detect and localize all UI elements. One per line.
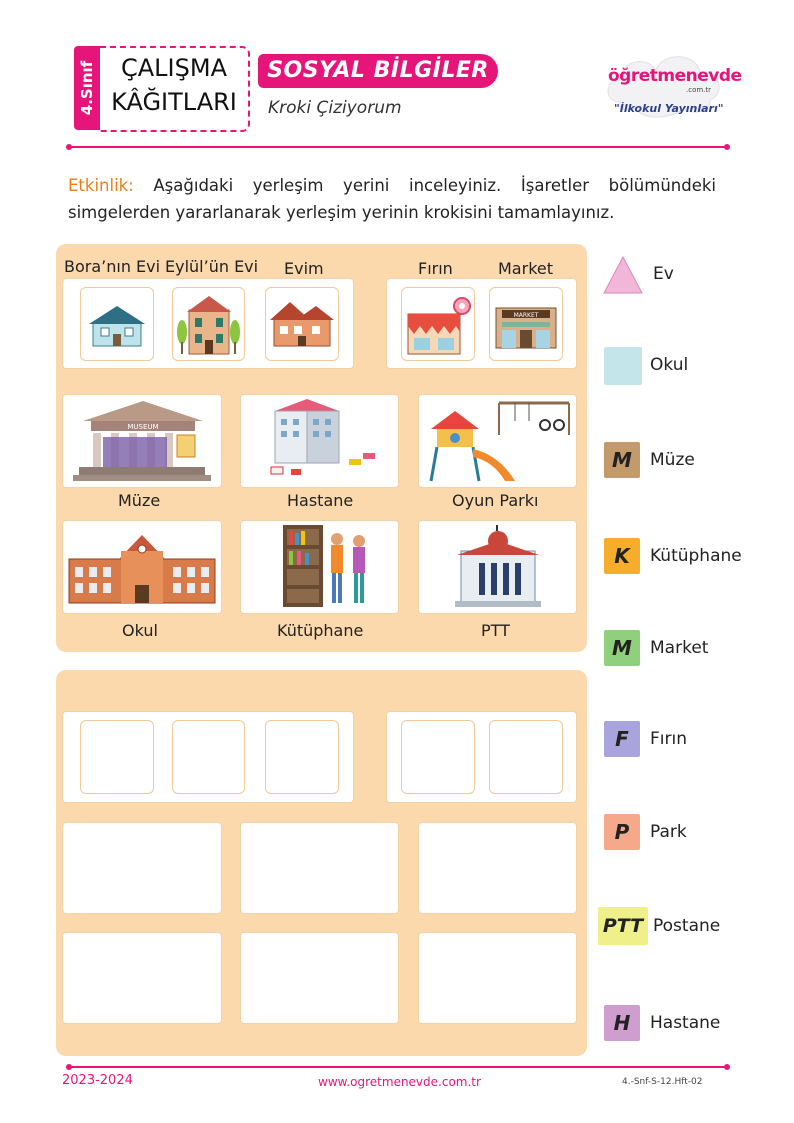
sketch-slot-playground[interactable]	[418, 822, 577, 914]
legend-label-museum: Müze	[650, 450, 695, 470]
bakery-icon	[402, 288, 474, 360]
house-icon	[173, 288, 244, 360]
library-card	[240, 520, 399, 614]
hospital-card	[240, 394, 399, 488]
svg-text:MARKET: MARKET	[513, 312, 539, 319]
sketch-slot-eyluls-house[interactable]	[172, 720, 245, 794]
legend-symbol-post-office: PTT	[598, 907, 648, 945]
sketch-slot-bakery[interactable]	[401, 720, 475, 794]
legend-label-house: Ev	[653, 264, 674, 284]
label-school: Okul	[122, 621, 158, 640]
title-line-2: KÂĞITLARI	[111, 88, 237, 116]
library-icon	[241, 521, 398, 613]
school-card	[62, 520, 222, 614]
header-divider	[70, 146, 728, 148]
topic-title: Kroki Çiziyorum	[268, 98, 402, 118]
grade-tab	[74, 46, 100, 130]
label-museum: Müze	[118, 491, 161, 510]
label-hospital: Hastane	[287, 491, 354, 510]
house-icon	[266, 288, 338, 360]
divider-dot	[66, 1064, 72, 1070]
boras-house-picture	[80, 287, 154, 361]
museum-card	[62, 394, 222, 488]
sketch-slot-library[interactable]	[240, 932, 399, 1024]
sketch-slot-hospital[interactable]	[240, 822, 399, 914]
sketch-slot-post-office[interactable]	[418, 932, 577, 1024]
footer-url[interactable]: www.ogretmenevde.com.tr	[318, 1075, 481, 1089]
legend-label-post-office: Postane	[653, 916, 721, 936]
divider-dot	[724, 144, 730, 150]
subject-pill: SOSYAL BİLGİLER	[258, 54, 498, 88]
activity-label: Etkinlik:	[68, 176, 134, 195]
my-house-picture	[265, 287, 339, 361]
label-my-house: Evim	[284, 259, 324, 278]
post-office-card	[418, 520, 577, 614]
legend-symbol-library: K	[604, 538, 640, 574]
divider-dot	[724, 1064, 730, 1070]
legend-symbol-market: M	[604, 630, 640, 666]
bakery-picture	[401, 287, 475, 361]
title-line-1: ÇALIŞMA	[121, 54, 227, 82]
market-icon	[490, 288, 562, 360]
footer-year: 2023-2024	[62, 1073, 133, 1088]
museum-icon	[63, 395, 221, 487]
label-bakery: Fırın	[418, 259, 453, 278]
logo-tagline: "İlkokul Yayınları"	[614, 102, 724, 115]
market-picture	[489, 287, 563, 361]
sketch-slot-market[interactable]	[489, 720, 563, 794]
eyluls-house-picture	[172, 287, 245, 361]
divider-dot	[66, 144, 72, 150]
legend-symbol-museum: M	[604, 442, 640, 478]
sketch-slot-boras-house[interactable]	[80, 720, 154, 794]
sketch-slot-school[interactable]	[62, 932, 222, 1024]
legend-label-market: Market	[650, 638, 709, 658]
post-office-icon	[419, 521, 576, 613]
legend-symbol-school	[604, 347, 642, 385]
house-icon	[81, 288, 153, 360]
legend-label-school: Okul	[650, 355, 689, 375]
legend-symbol-hospital: H	[604, 1005, 640, 1041]
legend-label-hospital: Hastane	[650, 1013, 721, 1033]
school-icon	[63, 521, 221, 613]
logo-domain: .com.tr	[686, 86, 712, 94]
footer-code: 4.-Snf-S-12.Hft-02	[622, 1077, 703, 1087]
logo-text: öğretmenevde	[608, 66, 742, 86]
grade-label: 4.Sınıf	[78, 60, 96, 116]
label-boras-house: Bora’nın Evi	[64, 257, 161, 276]
legend-symbol-house	[602, 255, 644, 299]
playground-card	[418, 394, 577, 488]
footer-divider	[70, 1066, 728, 1068]
publisher-logo	[600, 42, 742, 130]
legend-label-bakery: Fırın	[650, 729, 687, 749]
legend-symbol-bakery: F	[604, 721, 640, 757]
label-playground: Oyun Parkı	[452, 491, 539, 510]
sketch-slot-my-house[interactable]	[265, 720, 339, 794]
triangle-icon	[602, 255, 644, 295]
label-eyluls-house: Eylül’ün Evi	[165, 257, 259, 276]
legend-symbol-park: P	[604, 814, 640, 850]
legend-label-park: Park	[650, 822, 687, 842]
label-ptt: PTT	[481, 621, 510, 640]
label-market: Market	[498, 259, 553, 278]
hospital-icon	[241, 395, 398, 487]
label-library: Kütüphane	[277, 621, 364, 640]
legend-label-library: Kütüphane	[650, 546, 742, 566]
sketch-slot-museum[interactable]	[62, 822, 222, 914]
playground-icon	[419, 395, 576, 487]
activity-text: Aşağıdaki yerleşim yerini inceleyiniz. İşaretler bölümündeki simgelerden yararlanarak yerleşim yerinin krokisini tamamlayınız.	[68, 176, 716, 222]
activity-instructions	[68, 172, 716, 226]
worksheet-title-box	[100, 46, 250, 132]
svg-text:MUSEUM: MUSEUM	[127, 423, 159, 431]
